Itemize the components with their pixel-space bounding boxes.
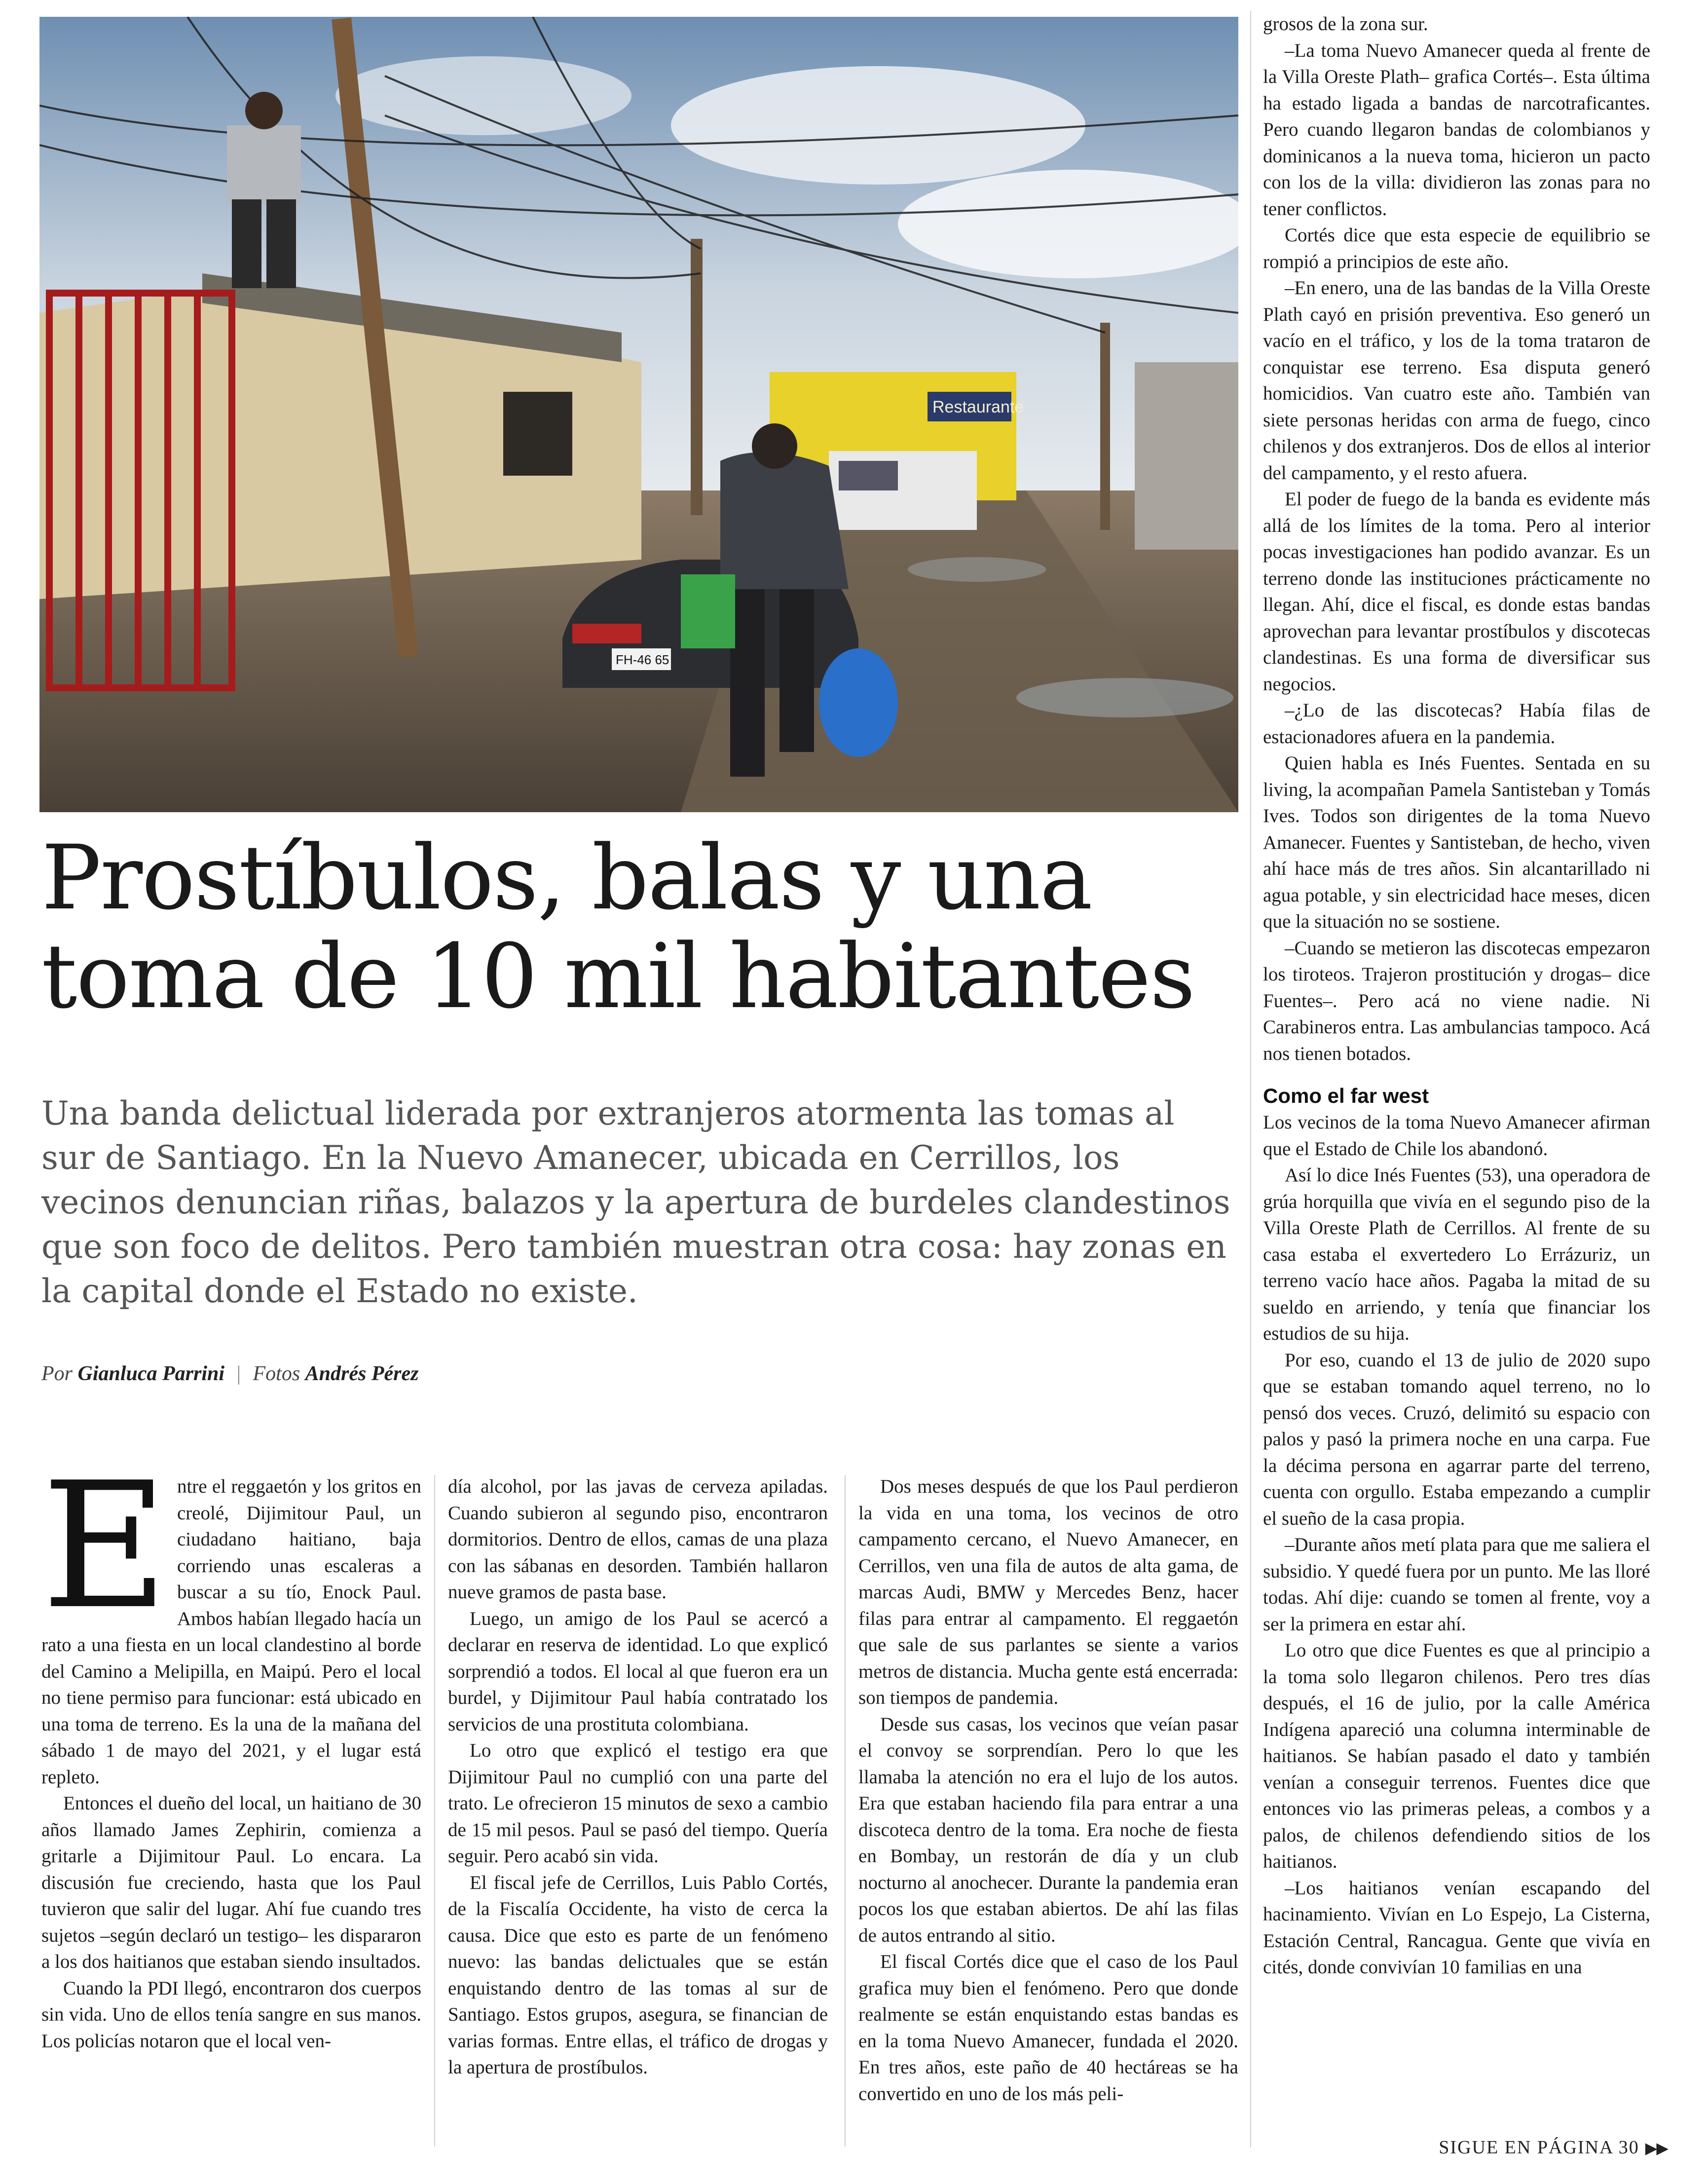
body-column-3 bbox=[858, 1473, 1238, 2107]
paragraph: Desde sus casas, los vecinos que veían pasar el convoy se sorprendían. Pero lo que les llamaba la atención no era el lujo de los autos. Era que estaban haciendo fila para entrar a una discoteca dentro de la toma. Era noche de fiesta en Bombay, un restorán de día y un club nocturno al anochecer. Durante la pandemia eran pocos los que estaban abiertos. De ahí las filas de autos entrando al sitio. bbox=[858, 1713, 1238, 1946]
paragraph: El fiscal jefe de Cerrillos, Luis Pablo Cortés, de la Fiscalía Occidente, ha visto de cerca la causa. Dice que esto es parte de un fenómeno nuevo: las bandas delictuales que se están enquistando dentro de las tomas al sur de Santiago. Estos grupos, asegura, se financian de varias formas. Entre ellas, el tráfico de drogas y la apertura de prostíbulos. bbox=[448, 1872, 828, 2078]
paragraph: Luego, un amigo de los Paul se acercó a declarar en reserva de identidad. Lo que explicó sorprendió a todos. El local al que fueron era un burdel, y Dijimitour Paul había contratado los servicios de una prostituta colombiana. bbox=[448, 1608, 828, 1735]
paragraph: –¿Lo de las discotecas? Había filas de estacionadores afuera en la pandemia. bbox=[1263, 700, 1650, 748]
byline-photographer: Andrés Pérez bbox=[305, 1362, 419, 1385]
byline bbox=[41, 1360, 732, 1388]
paragraph: El fiscal Cortés dice que el caso de los Paul grafica muy bien el fenómeno. Pero que donde realmente se están enquistando estas bandas es en la toma Nuevo Amanecer, fundada el 2020. En tres años, este paño de 40 hectáreas se ha convertido en uno de los más peli- bbox=[858, 1951, 1238, 2105]
paragraph: Cuando la PDI llegó, encontraron dos cuerpos sin vida. Uno de ellos tenía sangre en sus manos. Los policías notaron que el local ven- bbox=[41, 1977, 421, 2052]
continued-on-page-link[interactable] bbox=[1332, 2137, 1668, 2158]
paragraph: –En enero, una de las bandas de la Villa Oreste Plath cayó en prisión preventiva. Eso generó un vacío en el tráfico, y los de la toma trataron de conquistar ese terreno. Esa disputa generó homicidios. Van cuatro este año. También van siete personas heridas con arma de fuego, cinco chilenos y dos extranjeros. Dos de ellos al interior del campamento, y el resto afuera. bbox=[1263, 277, 1650, 484]
paragraph: –Cuando se metieron las discotecas empezaron los tiroteos. Trajeron prostitución y drogas– dice Fuentes–. Pero acá no viene nadie. Ni Carabineros entra. Las ambulancias tampoco. Acá nos tienen botados. bbox=[1263, 937, 1650, 1064]
byline-separator: | bbox=[236, 1362, 241, 1385]
body-column-2 bbox=[448, 1473, 828, 2081]
paragraph: –Durante años metí plata para que me saliera el subsidio. Y quedé fuera por un punto. Me las lloré todas. Ahí dije: cuando se tomen al frente, voy a ser la primera en estar ahí. bbox=[1263, 1534, 1650, 1635]
column-divider bbox=[845, 1475, 846, 2146]
body-column-1 bbox=[41, 1445, 421, 2054]
headline: Prostíbulos, balas y una toma de 10 mil habitantes bbox=[41, 827, 1195, 1028]
paragraph: El poder de fuego de la banda es evidente más allá de los límites de la toma. Pero al interior pocas investigaciones han podido avanzar. Es un terreno donde las instituciones prácticamente no llegan. Ahí, dice el fiscal, es donde estas bandas aprovechan para levantar prostíbulos y discotecas clandestinas. Es una forma de diversificar sus negocios. bbox=[1263, 489, 1650, 695]
paragraph bbox=[41, 1445, 421, 1790]
paragraph: día alcohol, por las javas de cerveza apiladas. Cuando subieron al segundo piso, encontraron dormitorios. Dentro de ellos, camas de una plaza con las sábanas en desorden. También hallaron nueve gramos de pasta base. bbox=[448, 1476, 828, 1603]
paragraph: Lo otro que dice Fuentes es que al principio a la toma solo llegaron chilenos. Pero tres días después, el 16 de julio, por la calle América Indígena apareció una columna interminable de haitianos. Se habían pasado el dato y también venían a conseguir terrenos. Fuentes dice que entonces vio las primeras peleas, a combos y a palos, de chilenos defendiendo sitios de los haitianos. bbox=[1263, 1640, 1650, 1872]
double-arrow-right-icon: ▶▶ bbox=[1645, 2139, 1668, 2157]
paragraph: Entonces el dueño del local, un haitiano de 30 años llamado James Zephirin, comienza a gritarle a Dijimitour Paul. Lo encara. La discusión fue creciendo, hasta que los Paul tuvieron que salir del lugar. Ahí fue cuando tres sujetos –según declaró un testigo– les dispararon a los dos haitianos que estaban siendo insultados. bbox=[41, 1793, 421, 1972]
byline-photos-prefix: Fotos bbox=[253, 1362, 300, 1385]
paragraph: Así lo dice Inés Fuentes (53), una operadora de grúa horquilla que vivía en el segundo piso de la Villa Oreste Plath de Cerrillos. Al frente de su casa estaba el exvertedero Lo Errázuriz, un terreno vacío hace años. Pagaba la mitad de su sueldo en arriendo, y tenía que financiar los estudios de su hija. bbox=[1263, 1165, 1650, 1344]
body-column-4 bbox=[1263, 11, 1650, 1981]
paragraph: Lo otro que explicó el testigo era que Dijimitour Paul no cumplió con una parte del trato. Le ofrecieron 15 minutos de sexo a cambio de 15 mil pesos. Paul se pasó del tiempo. Quería seguir. Pero acabó sin vida. bbox=[448, 1740, 828, 1867]
byline-prefix: Por bbox=[41, 1362, 73, 1385]
byline-author: Gianluca Parrini bbox=[77, 1362, 225, 1385]
continued-label: SIGUE EN PÁGINA 30 bbox=[1439, 2137, 1639, 2158]
paragraph: –La toma Nuevo Amanecer queda al frente de la Villa Oreste Plath– grafica Cortés–. Esta última ha estado ligada a bandas de narcotraficantes. Pero cuando llegaron bandas de colombianos y dominicanos a la nueva toma, hicieron un pacto con los de la villa: dividieron las zonas para no tener conflictos. bbox=[1263, 39, 1650, 220]
license-plate: FH-46 65 bbox=[616, 652, 669, 667]
paragraph-text: ntre el reggaetón y los gritos en creolé, Dijimitour Paul, un ciudadano haitiano, baja corriendo unas escaleras a buscar a su tío, Enock Paul. Ambos habían llegado hacía un rato a una fiesta en un local clandestino al borde del Camino a Melipilla, en Maipú. Pero el local no tiene permiso para funcionar: está ubicado en una toma de terreno. Es la una de la mañana del sábado 1 de mayo del 2021, y el lugar está repleto. bbox=[41, 1476, 421, 1788]
article-photo bbox=[39, 17, 1238, 812]
paragraph: Los vecinos de la toma Nuevo Amanecer afirman que el Estado de Chile los abandonó. bbox=[1263, 1112, 1650, 1160]
shop-sign: Restaurante bbox=[932, 398, 1024, 416]
column-divider bbox=[434, 1475, 435, 2146]
paragraph: Dos meses después de que los Paul perdieron la vida en una toma, los vecinos de otro campamento cercano, el Nuevo Amanecer, en Cerrillos, ven una fila de autos de alta gama, de marcas Audi, BMW y Mercedes Benz, hacer filas para entrar al campamento. El reggaetón que sale de sus parlantes se siente a varios metros de distancia. Mucha gente está encerrada: son tiempos de pandemia. bbox=[858, 1476, 1238, 1708]
subheading: Como el far west bbox=[1263, 1084, 1429, 1107]
paragraph: Por eso, cuando el 13 de julio de 2020 supo que se estaban tomando aquel terreno, no lo pensó dos veces. Cruzó, delimitó su espacio con palos y pasó la primera noche en una carpa. Fue la décima persona en agarrar parte del terreno, cuenta con orgullo. Estaba empezando a cumplir el sueño de la casa propia. bbox=[1263, 1349, 1650, 1529]
deck: Una banda delictual liderada por extranjeros atormenta las tomas al sur de Santiago. En la Nuevo Amanecer, ubicada en Cerrillos, los vecinos denuncian riñas, balazos y la apertura de burdeles clandestinos que son foco de delitos. Pero también muestran otra cosa: hay zonas en la capital donde el Estado no existe. bbox=[41, 1094, 1230, 1310]
street-scene-photo bbox=[39, 17, 1238, 812]
paragraph: grosos de la zona sur. bbox=[1263, 13, 1428, 35]
paragraph: –Los haitianos venían escapando del hacinamiento. Vivían en Lo Espejo, La Cisterna, Estación Central, Rancagua. Gente que vivía en cités, donde convivían 10 familias en una bbox=[1263, 1877, 1650, 1978]
paragraph: Quien habla es Inés Fuentes. Sentada en su living, la acompañan Pamela Santisteban y Tomás Ives. Todos son dirigentes de la toma Nuevo Amanecer. Fuentes y Santisteban, de hecho, viven ahí hace más de tres años. Sin alcantarillado ni agua potable, y sin electricidad hace meses, dicen que la situación no se sostiene. bbox=[1263, 752, 1650, 932]
dropcap: E bbox=[41, 1445, 168, 1648]
column-divider bbox=[1250, 11, 1251, 2147]
paragraph: Cortés dice que esta especie de equilibrio se rompió a principios de este año. bbox=[1263, 225, 1650, 272]
